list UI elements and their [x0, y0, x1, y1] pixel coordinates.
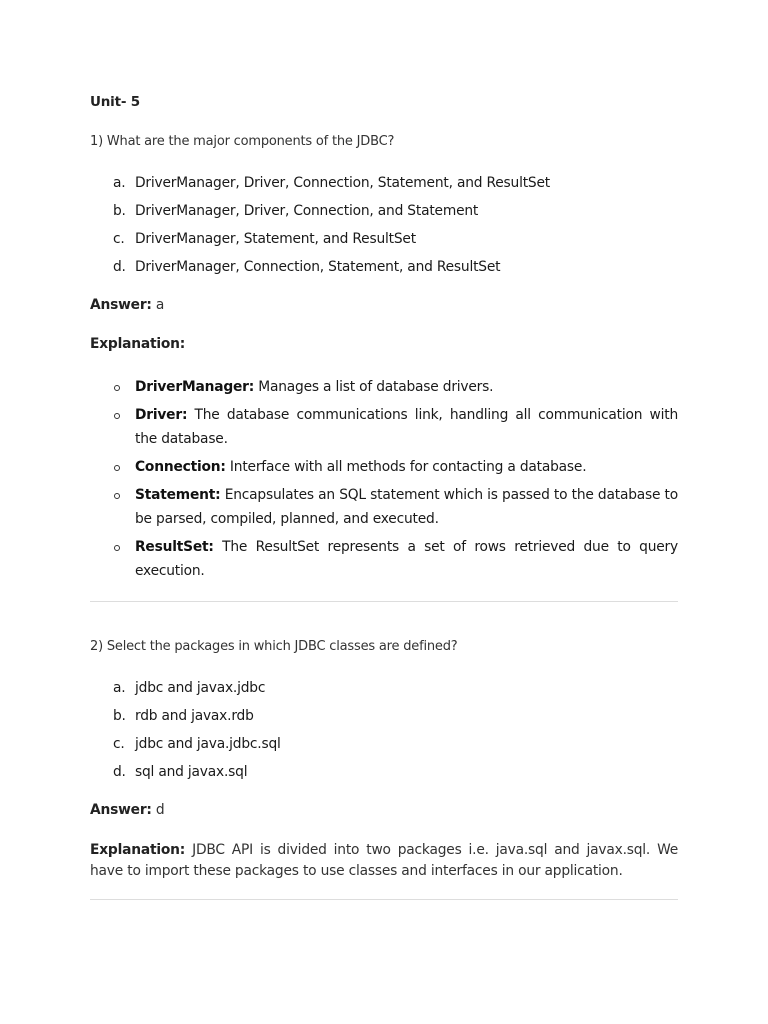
explanation-item-drivermanager [90, 375, 678, 399]
answer-label: Answer: [90, 802, 152, 818]
option-a [90, 174, 550, 202]
option-b [90, 202, 550, 230]
explanation-item-connection [90, 455, 678, 479]
bullet-circle-icon [114, 465, 120, 471]
option-c [90, 735, 281, 763]
question-2-explanation [90, 840, 678, 882]
option-text: DriverManager, Driver, Connection, and Statement [135, 203, 479, 219]
option-letter: d. [113, 259, 126, 275]
bullet-circle-icon [114, 545, 120, 551]
option-letter: a. [113, 680, 126, 696]
bullet-circle-icon [114, 385, 120, 391]
bullet-circle-icon [114, 493, 120, 499]
option-d [90, 763, 281, 791]
option-b [90, 707, 281, 735]
option-letter: b. [113, 203, 126, 219]
explanation-item-statement [90, 483, 678, 531]
option-text: sql and javax.sql [135, 764, 248, 780]
explanation-term: Driver: [135, 407, 188, 423]
option-c [90, 230, 550, 258]
option-d [90, 258, 550, 286]
question-1: 1) What are the major components of the JDBC? [90, 134, 395, 149]
option-letter: b. [113, 708, 126, 724]
explanation-label: Explanation: [90, 336, 186, 352]
explanation-term: Statement: [135, 487, 221, 503]
explanation-text: JDBC API is divided into two packages i.e. java.sql and javax.sql. We have to import these packages to use classes and interfaces in our application. [90, 842, 678, 879]
option-letter: d. [113, 764, 126, 780]
option-text: jdbc and java.jdbc.sql [135, 736, 281, 752]
explanation-text: The ResultSet represents a set of rows retrieved due to query execution. [135, 539, 678, 579]
option-letter: a. [113, 175, 126, 191]
explanation-item-resultset [90, 535, 678, 583]
option-text: rdb and javax.rdb [135, 708, 254, 724]
option-text: DriverManager, Driver, Connection, Statement, and ResultSet [135, 175, 550, 191]
option-text: jdbc and javax.jdbc [135, 680, 266, 696]
section-divider [90, 601, 678, 602]
option-text: DriverManager, Statement, and ResultSet [135, 231, 416, 247]
explanation-term: ResultSet: [135, 539, 214, 555]
question-2-answer [90, 802, 165, 818]
question-2-options [90, 679, 281, 791]
explanation-text: The database communications link, handling all communication with the database. [135, 407, 678, 447]
question-1-explanation-list [90, 375, 678, 587]
explanation-label: Explanation: [90, 842, 186, 858]
option-a [90, 679, 281, 707]
answer-value: a [151, 297, 165, 313]
question-1-explanation-heading [90, 336, 185, 352]
answer-value: d [151, 802, 165, 818]
option-text: DriverManager, Connection, Statement, and ResultSet [135, 259, 501, 275]
explanation-text: Interface with all methods for contacting a database. [225, 459, 587, 475]
option-letter: c. [113, 231, 125, 247]
explanation-term: Connection: [135, 459, 226, 475]
question-1-options [90, 174, 550, 286]
section-divider [90, 899, 678, 900]
option-letter: c. [113, 736, 125, 752]
explanation-text: Encapsulates an SQL statement which is passed to the database to be parsed, compiled, planned, and executed. [135, 487, 678, 527]
unit-title: Unit- 5 [90, 94, 140, 110]
question-1-answer [90, 297, 164, 313]
answer-label: Answer: [90, 297, 152, 313]
explanation-item-driver [90, 403, 678, 451]
explanation-text: Manages a list of database drivers. [254, 379, 494, 395]
explanation-term: DriverManager: [135, 379, 255, 395]
question-2: 2) Select the packages in which JDBC classes are defined? [90, 639, 458, 654]
bullet-circle-icon [114, 413, 120, 419]
